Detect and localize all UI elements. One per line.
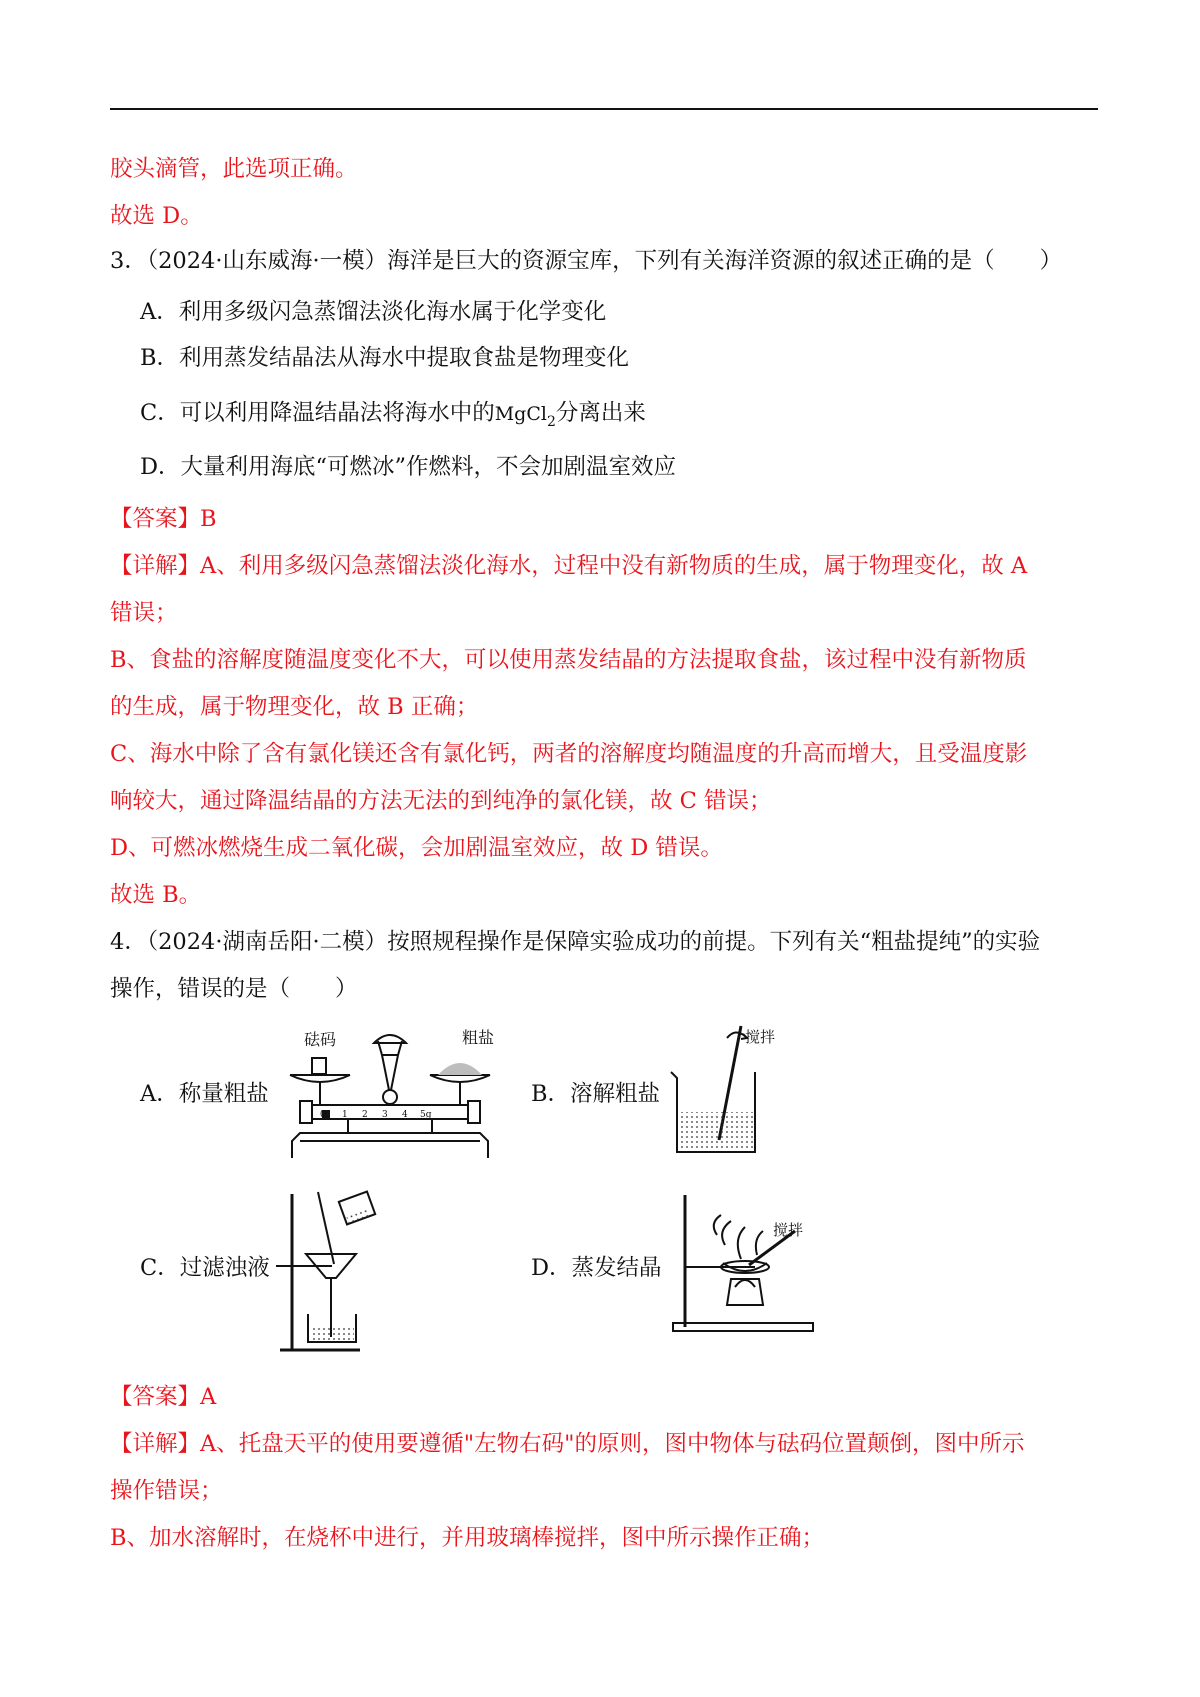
- q3-answer: 【答案】B: [110, 506, 217, 532]
- scale-tick-label: 0: [320, 1110, 326, 1120]
- q3-option-b: B．利用蒸发结晶法从海水中提取食盐是物理变化: [140, 345, 630, 371]
- q4-explanation-1: 【详解】A、托盘天平的使用要遵循"左物右码"的原则，图中物体与砝码位置颠倒，图中所示: [110, 1431, 1025, 1457]
- q3-explanation-2: 错误；: [110, 600, 178, 626]
- q3-option-d: D．大量利用海底“可燃冰”作燃料，不会加剧温室效应: [140, 454, 677, 480]
- q3-option-c-tail: 分离出来: [555, 400, 646, 426]
- q4-answer: 【答案】A: [110, 1384, 217, 1410]
- evaporation-figure: [665, 1175, 820, 1340]
- choose-line: 故选 D。: [110, 203, 203, 229]
- filtration-figure: [272, 1182, 392, 1357]
- q3-choose: 故选 B。: [110, 882, 202, 908]
- balance-figure: [270, 1015, 510, 1165]
- q4-stem-1: 4．（2024·湖南岳阳·二模）按照规程操作是保障实验成功的前提。下列有关“粗盐提纯”的实验: [110, 929, 1041, 955]
- q3-explanation-3: B、食盐的溶解度随温度变化不大，可以使用蒸发结晶的方法提取食盐，该过程中没有新物质: [110, 647, 1027, 673]
- header-rule: [110, 108, 1098, 110]
- figure-b-label: B．溶解粗盐: [531, 1081, 661, 1107]
- q4-stem-2: 操作，错误的是（ ）: [110, 976, 358, 1002]
- beaker-stir-figure: [665, 1020, 795, 1160]
- scale-tick-label: 2: [362, 1110, 368, 1120]
- scale-tick-label: 4: [402, 1110, 408, 1120]
- stir-tag-d: 搅拌: [773, 1221, 804, 1239]
- q3-explanation-5: C、海水中除了含有氯化镁还含有氯化钙，两者的溶解度均随温度的升高而增大，且受温度影: [110, 741, 1028, 767]
- q3-explanation-1: 【详解】A、利用多级闪急蒸馏法淡化海水，过程中没有新物质的生成，属于物理变化，故 A: [110, 553, 1028, 579]
- scale-tick-label: 5g: [420, 1110, 432, 1120]
- q3-stem: 3．（2024·山东威海·一模）海洋是巨大的资源宝库，下列有关海洋资源的叙述正确的是（ ）: [110, 248, 1063, 274]
- q3-explanation-6: 响较大，通过降温结晶的方法无法的到纯净的氯化镁，故 C 错误；: [110, 788, 772, 814]
- scale-tick-label: 1: [342, 1110, 348, 1120]
- q4-explanation-2: 操作错误；: [110, 1478, 223, 1504]
- q3-explanation-4: 的生成，属于物理变化，故 B 正确；: [110, 694, 479, 720]
- q4-explanation-3: B、加水溶解时，在烧杯中进行，并用玻璃棒搅拌，图中所示操作正确；: [110, 1525, 825, 1551]
- mgcl2-formula: MgCl: [494, 403, 547, 425]
- explanation-line: 胶头滴管，此选项正确。: [110, 156, 358, 182]
- figure-d-label: D．蒸发结晶: [531, 1255, 662, 1281]
- weights-tag: 砝码: [304, 1030, 337, 1049]
- q3-option-c: [140, 398, 646, 431]
- crude-salt-tag: 粗盐: [462, 1028, 495, 1047]
- q3-option-c-text: C．可以利用降温结晶法将海水中的: [140, 400, 495, 426]
- figure-a-label: A．称量粗盐: [140, 1081, 269, 1107]
- mgcl2-subscript: 2: [546, 414, 556, 430]
- scale-tick-label: 3: [382, 1110, 388, 1120]
- q3-explanation-7: D、可燃冰燃烧生成二氧化碳，会加剧温室效应，故 D 错误。: [110, 835, 723, 861]
- q3-option-a: A．利用多级闪急蒸馏法淡化海水属于化学变化: [140, 299, 607, 325]
- figure-c-label: C．过滤浊液: [140, 1255, 270, 1281]
- stir-tag-b: 搅拌: [745, 1028, 776, 1046]
